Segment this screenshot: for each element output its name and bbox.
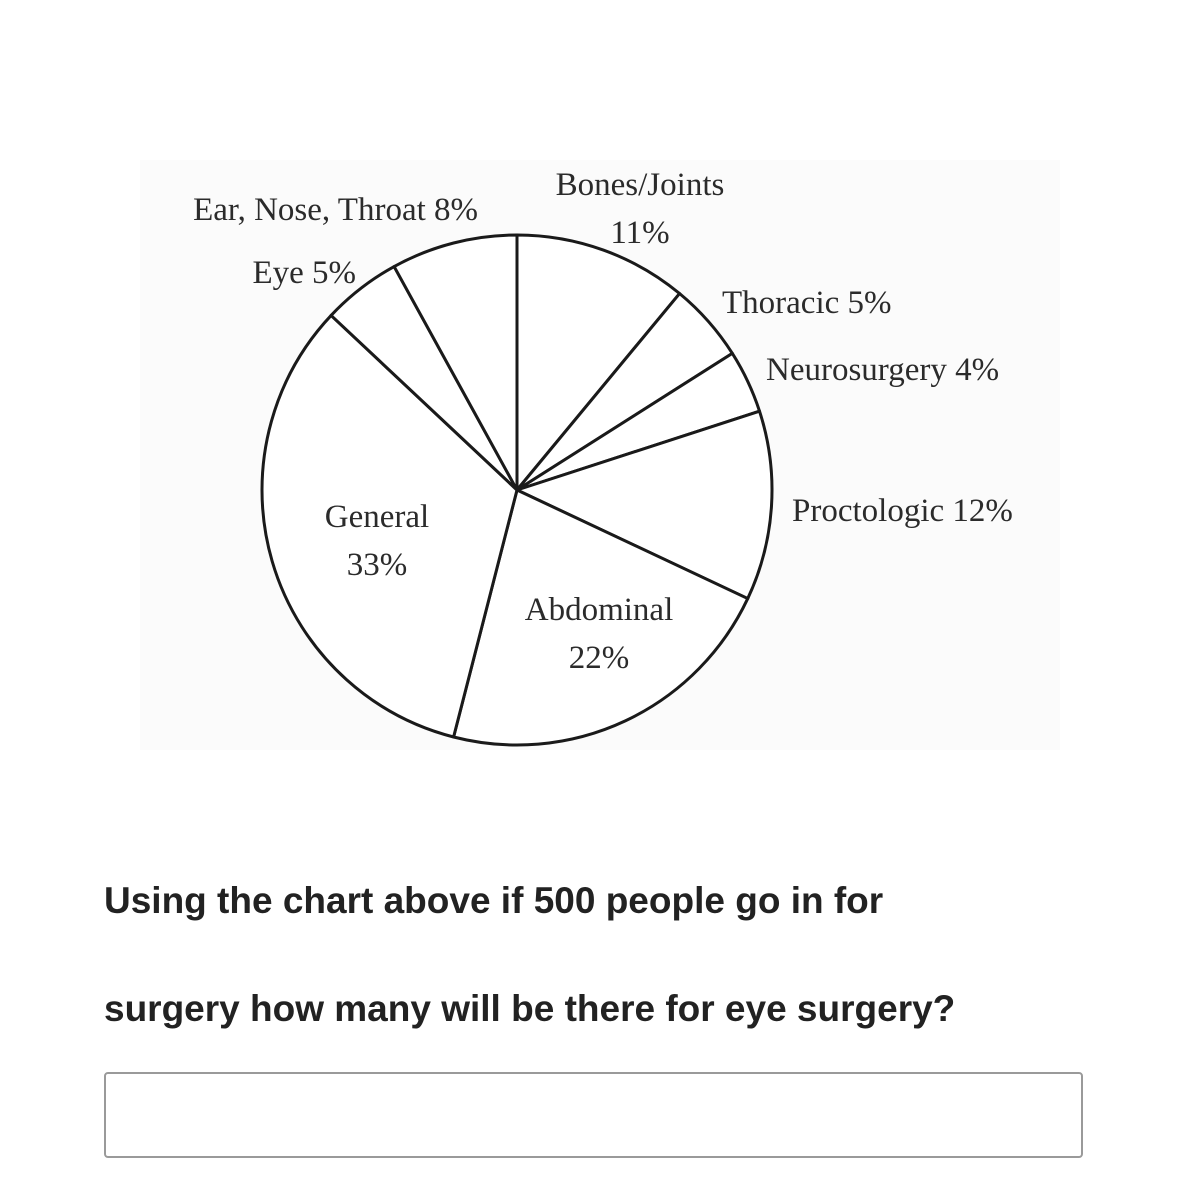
slice-label-general-value: 33% [346, 547, 408, 583]
slice-label-general: General [324, 499, 430, 535]
slice-label-bones-joints: Bones/Joints [555, 167, 725, 203]
question-line-1: Using the chart above if 500 people go in for [104, 880, 884, 921]
slice-label-bones-joints-value: 11% [610, 215, 670, 251]
slice-label-proctologic: Proctologic 12% [792, 493, 1013, 529]
slice-label-abdominal-value: 22% [568, 640, 630, 676]
question-line-2: surgery how many will be there for eye surgery? [104, 988, 956, 1029]
slice-label-neurosurgery: Neurosurgery 4% [766, 352, 1000, 388]
slice-label-ear-nose-throat: Ear, Nose, Throat 8% [193, 192, 478, 228]
slice-label-thoracic: Thoracic 5% [722, 285, 892, 321]
slice-label-eye: Eye 5% [252, 255, 356, 291]
answer-input[interactable] [104, 1072, 1083, 1158]
slice-label-abdominal: Abdominal [524, 592, 674, 628]
